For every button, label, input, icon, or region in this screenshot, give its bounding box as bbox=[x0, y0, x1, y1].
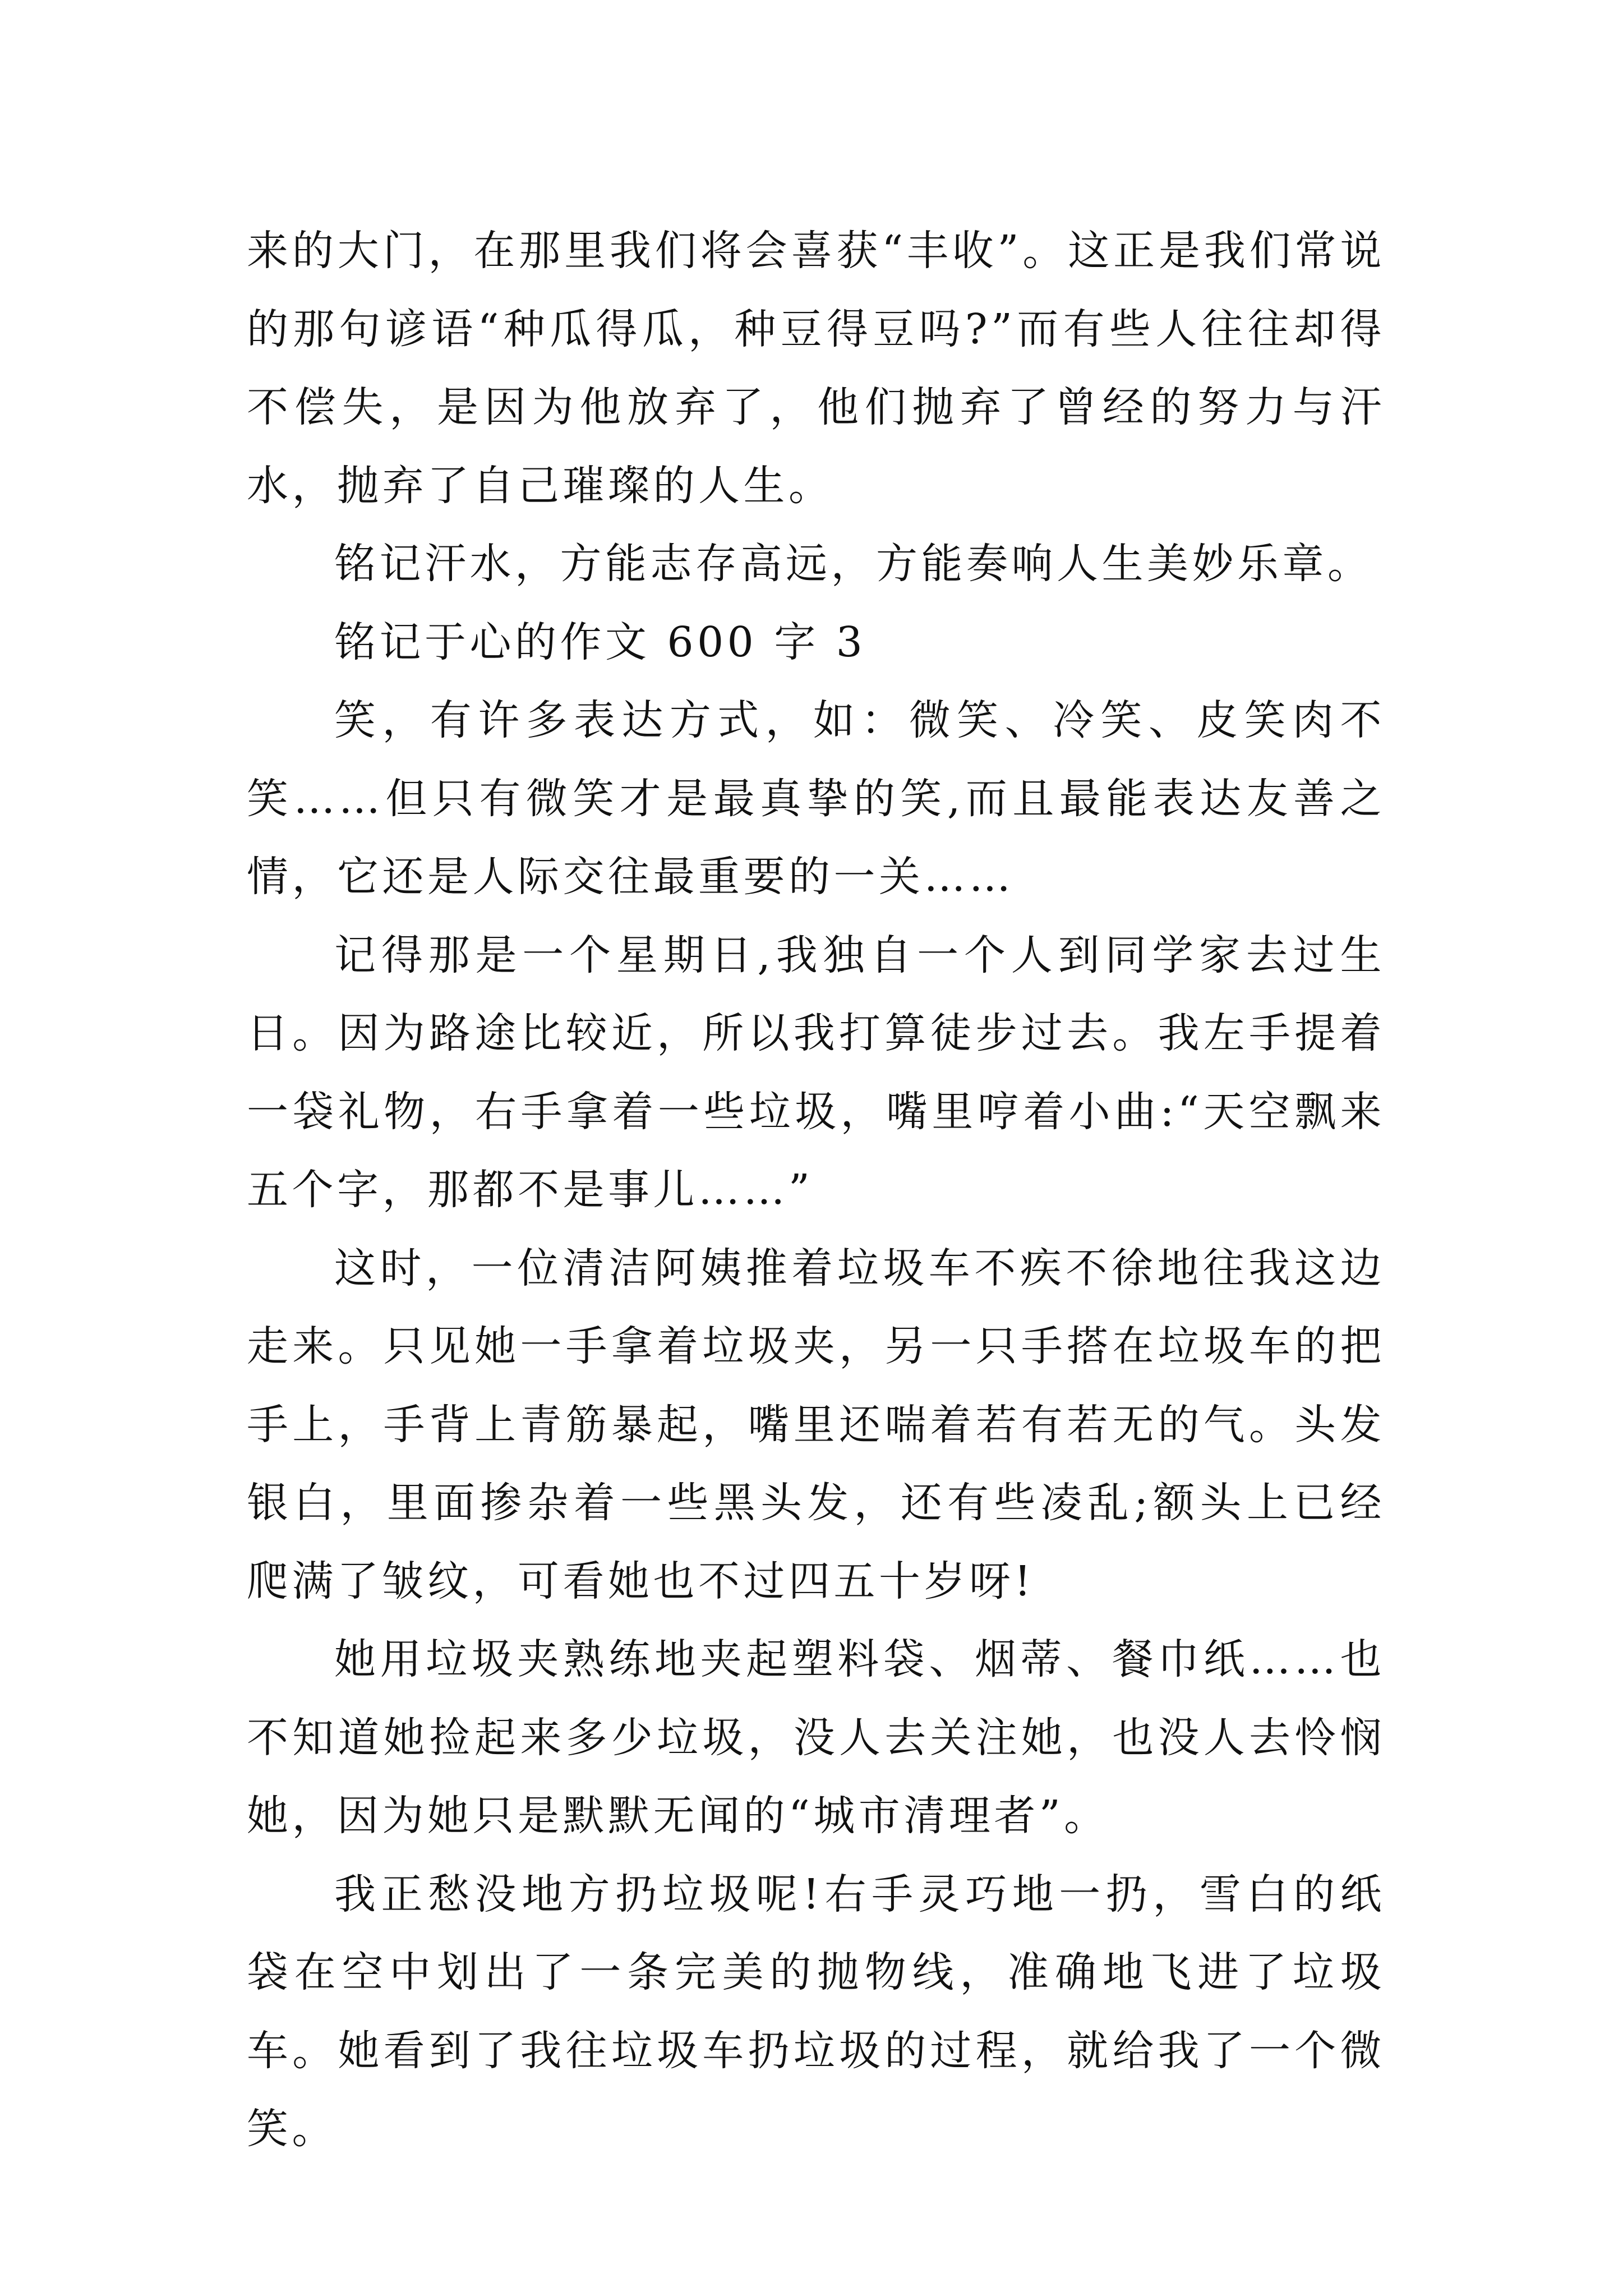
paragraph-7: 她用垃圾夹熟练地夹起塑料袋、烟蒂、餐巾纸……也不知道她捡起来多少垃圾，没人去关注她，也没人去怜悯她，因为她只是默默无闻的“城市清理者”。 bbox=[247, 1635, 1385, 1840]
essay-body bbox=[247, 212, 1385, 2169]
paragraph-2: 铭记汗水，方能志存高远，方能奏响人生美妙乐章。 bbox=[334, 540, 1373, 588]
paragraph-1: 来的大门，在那里我们将会喜获“丰收”。这正是我们常说的那句谚语“种瓜得瓜，种豆得豆吗?”而有些人往往却得不偿失，是因为他放弃了，他们抛弃了曾经的努力与汗水，抛弃了自己璀璨的人生。 bbox=[247, 227, 1385, 510]
paragraph-6: 这时，一位清洁阿姨推着垃圾车不疾不徐地往我这边走来。只见她一手拿着垃圾夹，另一只手搭在垃圾车的把手上，手背上青筋暴起，嘴里还喘着若有若无的气。头发银白，里面掺杂着一些黑头发，还有些凌乱;额头上已经爬满了皱纹，可看她也不过四五十岁呀! bbox=[247, 1244, 1385, 1605]
paragraph-5: 记得那是一个星期日,我独自一个人到同学家去过生日。因为路途比较近，所以我打算徒步过去。我左手提着一袋礼物，右手拿着一些垃圾，嘴里哼着小曲:“天空飘来五个字，那都不是事儿……” bbox=[247, 931, 1385, 1214]
paragraph-4: 笑，有许多表达方式，如：微笑、冷笑、皮笑肉不笑……但只有微笑才是最真挚的笑,而且最能表达友善之情，它还是人际交往最重要的一关…… bbox=[247, 696, 1385, 901]
paragraph-8: 我正愁没地方扔垃圾呢!右手灵巧地一扔，雪白的纸袋在空中划出了一条完美的抛物线，准确地飞进了垃圾车。她看到了我往垃圾车扔垃圾的过程，就给我了一个微笑。 bbox=[247, 1870, 1385, 2153]
essay-title-3: 铭记于心的作文 600 字 3 bbox=[334, 618, 866, 666]
